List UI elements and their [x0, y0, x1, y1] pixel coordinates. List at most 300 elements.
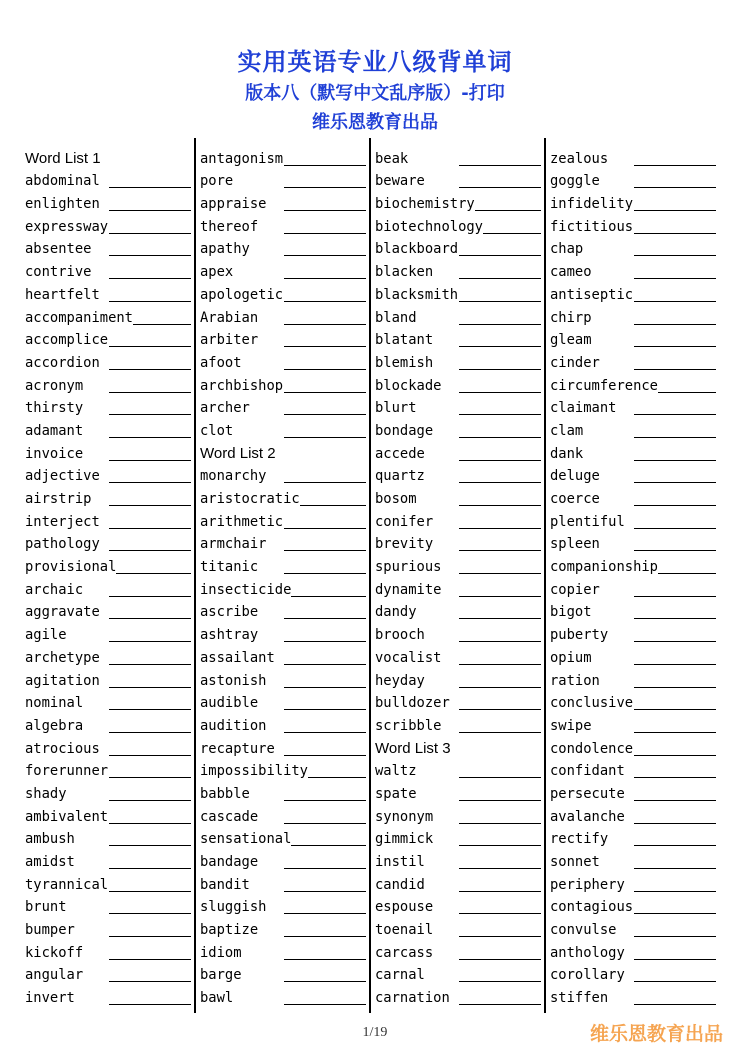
- answer-blank-line: [459, 935, 541, 937]
- vocab-word: armchair: [200, 536, 267, 553]
- word-row: [25, 555, 193, 578]
- word-row: [200, 964, 368, 987]
- answer-blank-line: [284, 890, 366, 892]
- answer-blank-line: [459, 980, 541, 982]
- answer-blank-line: [459, 345, 541, 347]
- word-row: [25, 986, 193, 1009]
- word-row: [550, 442, 718, 465]
- word-row: [550, 578, 718, 601]
- vocab-word: arithmetic: [200, 513, 284, 530]
- answer-blank-line: [459, 595, 541, 597]
- vocab-word: apologetic: [200, 286, 284, 303]
- word-row: [375, 465, 543, 488]
- word-row: [375, 850, 543, 873]
- answer-blank-line: [459, 958, 541, 960]
- vocab-word: airstrip: [25, 491, 92, 507]
- answer-blank-line: [634, 209, 716, 211]
- vocab-word: nominal: [25, 695, 84, 712]
- word-row: [375, 896, 543, 919]
- vocab-word: gleam: [550, 332, 592, 349]
- word-row: [200, 329, 368, 352]
- word-row: [375, 260, 543, 283]
- vocab-word: accomplice: [25, 332, 109, 349]
- answer-blank-line: [634, 186, 716, 188]
- watermark-logo: 维乐恩教育出品: [590, 1023, 724, 1045]
- word-row: [550, 260, 718, 283]
- word-row: [375, 192, 543, 215]
- answer-blank-line: [459, 504, 541, 506]
- answer-blank-line: [109, 391, 191, 393]
- vocab-word: acronym: [25, 377, 84, 394]
- vocab-word: titanic: [200, 559, 259, 576]
- answer-blank-line: [459, 323, 541, 325]
- word-row: [375, 533, 543, 556]
- answer-blank-line: [634, 754, 716, 756]
- vocab-word: vocalist: [375, 649, 442, 666]
- word-row: [375, 306, 543, 329]
- answer-blank-line: [634, 686, 716, 688]
- answer-blank-line: [109, 549, 191, 551]
- vocab-word: cameo: [550, 264, 592, 281]
- vocab-word: chap: [550, 241, 584, 258]
- word-column-1: [22, 138, 197, 1013]
- vocab-word: goggle: [550, 173, 600, 190]
- word-row: [200, 170, 368, 193]
- answer-blank-line: [109, 912, 191, 914]
- answer-blank-line: [459, 254, 541, 256]
- answer-blank-line: [634, 323, 716, 325]
- answer-blank-line: [109, 980, 191, 982]
- word-row: [200, 692, 368, 715]
- answer-blank-line: [459, 481, 541, 483]
- word-row: [375, 760, 543, 783]
- vocab-word: invoice: [25, 445, 84, 462]
- answer-blank-line: [459, 527, 541, 529]
- word-row: [200, 510, 368, 533]
- word-row: [25, 192, 193, 215]
- word-row: [200, 896, 368, 919]
- answer-blank-line: [109, 481, 191, 483]
- word-row: [200, 805, 368, 828]
- vocab-word: pore: [200, 173, 234, 190]
- word-row: [25, 533, 193, 556]
- vocab-word: chirp: [550, 309, 592, 326]
- answer-blank-line: [634, 663, 716, 665]
- answer-blank-line: [634, 481, 716, 483]
- vocab-word: arbiter: [200, 332, 259, 349]
- word-row: [200, 601, 368, 624]
- word-list-heading: Word List 2: [200, 444, 276, 462]
- word-row: [200, 782, 368, 805]
- vocab-word: stiffen: [550, 990, 609, 1007]
- answer-blank-line: [459, 731, 541, 733]
- answer-blank-line: [109, 686, 191, 688]
- answer-blank-line: [634, 867, 716, 869]
- vocab-word: forerunner: [25, 763, 109, 780]
- answer-blank-line: [109, 368, 191, 370]
- word-row: [200, 873, 368, 896]
- answer-blank-line: [634, 640, 716, 642]
- answer-blank-line: [109, 640, 191, 642]
- vocab-word: pathology: [25, 536, 100, 553]
- word-row: [375, 986, 543, 1009]
- page-subtitle: 版本八（默写中文乱序版）-打印: [245, 83, 505, 104]
- answer-blank-line: [634, 980, 716, 982]
- word-row: [25, 283, 193, 306]
- vocab-word: spleen: [550, 536, 600, 553]
- answer-blank-line: [459, 549, 541, 551]
- word-row: [200, 623, 368, 646]
- answer-blank-line: [284, 617, 366, 619]
- answer-blank-line: [109, 799, 191, 801]
- answer-blank-line: [284, 527, 366, 529]
- vocab-word: avalanche: [550, 808, 625, 825]
- word-row: [375, 578, 543, 601]
- answer-blank-line: [284, 323, 366, 325]
- vocab-word: espouse: [375, 899, 434, 916]
- vocab-word: antagonism: [200, 150, 284, 167]
- vocab-word: carcass: [375, 944, 434, 961]
- word-row: [550, 601, 718, 624]
- vocab-word: corollary: [550, 967, 625, 984]
- word-row: [550, 669, 718, 692]
- answer-blank-line: [109, 958, 191, 960]
- vocab-word: thereof: [200, 218, 259, 235]
- word-row: [550, 510, 718, 533]
- answer-blank-line: [284, 663, 366, 665]
- word-row: [200, 351, 368, 374]
- word-row: [550, 782, 718, 805]
- vocab-word: dank: [550, 445, 584, 462]
- word-row: [200, 555, 368, 578]
- answer-blank-line: [284, 232, 366, 234]
- vocab-word: anthology: [550, 944, 625, 961]
- answer-blank-line: [109, 254, 191, 256]
- word-row: [375, 170, 543, 193]
- word-row: [550, 555, 718, 578]
- vocab-word: gimmick: [375, 831, 434, 848]
- word-row: [375, 873, 543, 896]
- vocab-word: puberty: [550, 627, 609, 644]
- word-row: [25, 465, 193, 488]
- answer-blank-line: [634, 958, 716, 960]
- vocab-word: confidant: [550, 763, 625, 780]
- word-list-heading: Word List 1: [25, 149, 101, 167]
- vocab-word: baptize: [200, 922, 259, 939]
- answer-blank-line: [459, 391, 541, 393]
- word-row: [550, 941, 718, 964]
- answer-blank-line: [634, 822, 716, 824]
- answer-blank-line: [634, 527, 716, 529]
- answer-blank-line: [109, 209, 191, 211]
- answer-blank-line: [284, 413, 366, 415]
- vocab-word: impossibility: [200, 763, 308, 780]
- vocab-word: blacken: [375, 264, 434, 281]
- answer-blank-line: [284, 300, 366, 302]
- answer-blank-line: [109, 731, 191, 733]
- answer-blank-line: [459, 277, 541, 279]
- answer-blank-line: [284, 912, 366, 914]
- vocab-word: babble: [200, 785, 250, 802]
- answer-blank-line: [634, 844, 716, 846]
- answer-blank-line: [634, 776, 716, 778]
- word-row: [375, 238, 543, 261]
- word-row: [550, 351, 718, 374]
- word-row: [375, 147, 543, 170]
- vocab-word: appraise: [200, 196, 267, 213]
- word-row: [200, 578, 368, 601]
- answer-blank-line: [109, 754, 191, 756]
- word-row: [200, 147, 368, 170]
- word-row: [25, 714, 193, 737]
- word-row: [375, 782, 543, 805]
- answer-blank-line: [459, 368, 541, 370]
- answer-blank-line: [109, 844, 191, 846]
- word-row: [550, 623, 718, 646]
- vocab-word: barge: [200, 967, 242, 984]
- vocab-word: archaic: [25, 581, 84, 598]
- vocab-word: agile: [25, 627, 67, 644]
- vocab-word: dynamite: [375, 581, 442, 598]
- vocab-word: condolence: [550, 740, 634, 757]
- answer-blank-line: [284, 572, 366, 574]
- answer-blank-line: [284, 867, 366, 869]
- answer-blank-line: [284, 254, 366, 256]
- word-row: [550, 828, 718, 851]
- answer-blank-line: [459, 640, 541, 642]
- word-row: [375, 601, 543, 624]
- answer-blank-line: [284, 935, 366, 937]
- vocab-word: apex: [200, 264, 234, 281]
- word-row: [200, 419, 368, 442]
- answer-blank-line: [459, 459, 541, 461]
- vocab-word: dandy: [375, 604, 417, 621]
- vocab-word: heyday: [375, 672, 425, 689]
- word-row: [25, 782, 193, 805]
- word-row: [25, 487, 193, 510]
- vocab-word: enlighten: [25, 196, 100, 213]
- word-row: [550, 329, 718, 352]
- answer-blank-line: [109, 572, 191, 574]
- word-row: [200, 215, 368, 238]
- vocab-word: angular: [25, 967, 84, 984]
- answer-blank-line: [459, 799, 541, 801]
- publisher-name: 维乐恩教育出品: [312, 112, 438, 133]
- vocab-word: thirsty: [25, 400, 84, 417]
- word-row: [375, 374, 543, 397]
- word-row: [200, 669, 368, 692]
- answer-blank-line: [459, 912, 541, 914]
- word-row: [550, 533, 718, 556]
- answer-blank-line: [634, 595, 716, 597]
- word-row: [25, 329, 193, 352]
- word-row: [25, 873, 193, 896]
- vocab-word: bulldozer: [375, 695, 450, 712]
- word-row: [550, 215, 718, 238]
- vocab-word: claimant: [550, 400, 617, 417]
- answer-blank-line: [634, 1003, 716, 1005]
- vocab-word: astonish: [200, 672, 267, 689]
- vocab-word: provisional: [25, 559, 117, 576]
- word-list-heading: Word List 3: [375, 739, 451, 757]
- word-column-3: [372, 138, 547, 1013]
- word-row: [375, 669, 543, 692]
- answer-blank-line: [459, 890, 541, 892]
- word-row: [375, 941, 543, 964]
- word-row: [550, 419, 718, 442]
- vocab-word: scribble: [375, 717, 442, 734]
- word-row: [25, 510, 193, 533]
- vocab-word: blackboard: [375, 241, 459, 258]
- word-row: [550, 306, 718, 329]
- answer-blank-line: [634, 549, 716, 551]
- vocab-word: adjective: [25, 468, 100, 485]
- word-row: [25, 760, 193, 783]
- answer-blank-line: [284, 368, 366, 370]
- word-row: [550, 192, 718, 215]
- vocab-word: deluge: [550, 468, 600, 485]
- vocab-word: persecute: [550, 785, 625, 802]
- word-row: [375, 329, 543, 352]
- vocab-word: insecticide: [200, 581, 292, 598]
- answer-blank-line: [109, 867, 191, 869]
- answer-blank-line: [634, 300, 716, 302]
- word-row: [200, 306, 368, 329]
- word-list-heading-row: [375, 737, 543, 760]
- answer-blank-line: [284, 958, 366, 960]
- vocab-word: monarchy: [200, 468, 267, 485]
- word-row: [25, 964, 193, 987]
- word-row: [375, 283, 543, 306]
- word-row: [25, 306, 193, 329]
- vocab-word: apathy: [200, 241, 250, 258]
- answer-blank-line: [284, 186, 366, 188]
- vocab-word: circumference: [550, 377, 658, 394]
- word-row: [375, 487, 543, 510]
- answer-blank-line: [459, 436, 541, 438]
- word-row: [200, 828, 368, 851]
- answer-blank-line: [459, 663, 541, 665]
- vocab-word: clot: [200, 422, 234, 439]
- word-row: [550, 147, 718, 170]
- word-row: [25, 578, 193, 601]
- vocab-word: brooch: [375, 627, 425, 644]
- word-row: [550, 487, 718, 510]
- answer-blank-line: [634, 345, 716, 347]
- answer-blank-line: [109, 436, 191, 438]
- vocab-word: expressway: [25, 218, 109, 235]
- answer-blank-line: [284, 844, 366, 846]
- word-row: [25, 737, 193, 760]
- vocab-word: candid: [375, 876, 425, 893]
- page-number: 1/19: [362, 1025, 388, 1040]
- answer-blank-line: [284, 708, 366, 710]
- answer-blank-line: [109, 822, 191, 824]
- word-row: [25, 238, 193, 261]
- vocab-word: bawl: [200, 990, 234, 1007]
- vocab-word: bland: [375, 309, 417, 326]
- word-row: [550, 737, 718, 760]
- answer-blank-line: [284, 1003, 366, 1005]
- answer-blank-line: [284, 481, 366, 483]
- word-row: [25, 896, 193, 919]
- word-row: [375, 623, 543, 646]
- word-row: [375, 805, 543, 828]
- answer-blank-line: [634, 368, 716, 370]
- vocab-word: blockade: [375, 377, 442, 394]
- vocab-word: blemish: [375, 354, 434, 371]
- answer-blank-line: [459, 686, 541, 688]
- vocab-word: biochemistry: [375, 196, 475, 213]
- vocab-word: abdominal: [25, 173, 100, 190]
- answer-blank-line: [459, 822, 541, 824]
- answer-blank-line: [634, 617, 716, 619]
- answer-blank-line: [284, 164, 366, 166]
- vocab-word: accede: [375, 445, 425, 462]
- answer-blank-line: [284, 799, 366, 801]
- word-row: [200, 192, 368, 215]
- vocab-word: periphery: [550, 876, 625, 893]
- word-row: [200, 487, 368, 510]
- word-row: [200, 941, 368, 964]
- word-row: [550, 692, 718, 715]
- vocab-word: archer: [200, 400, 250, 417]
- vocab-word: atrocious: [25, 740, 100, 757]
- vocab-word: tyrannical: [25, 876, 109, 893]
- answer-blank-line: [109, 277, 191, 279]
- word-row: [25, 215, 193, 238]
- vocab-word: contagious: [550, 899, 634, 916]
- word-row: [25, 397, 193, 420]
- word-row: [550, 986, 718, 1009]
- word-row: [25, 170, 193, 193]
- word-row: [550, 896, 718, 919]
- answer-blank-line: [634, 708, 716, 710]
- vocab-word: idiom: [200, 944, 242, 961]
- word-row: [25, 442, 193, 465]
- answer-blank-line: [634, 731, 716, 733]
- vocab-word: beware: [375, 173, 425, 190]
- answer-blank-line: [284, 980, 366, 982]
- word-row: [200, 260, 368, 283]
- vocab-word: fictitious: [550, 218, 634, 235]
- vocab-word: conifer: [375, 513, 434, 530]
- answer-blank-line: [459, 572, 541, 574]
- word-row: [25, 918, 193, 941]
- word-row: [375, 714, 543, 737]
- answer-blank-line: [109, 776, 191, 778]
- answer-blank-line: [109, 890, 191, 892]
- word-row: [550, 238, 718, 261]
- vocab-word: synonym: [375, 808, 434, 825]
- vocab-word: clam: [550, 422, 584, 439]
- answer-blank-line: [109, 300, 191, 302]
- vocab-word: antiseptic: [550, 286, 634, 303]
- answer-blank-line: [634, 799, 716, 801]
- word-row: [200, 283, 368, 306]
- answer-blank-line: [109, 459, 191, 461]
- vocab-word: brunt: [25, 899, 67, 916]
- vocab-word: spate: [375, 785, 417, 802]
- word-row: [550, 964, 718, 987]
- answer-blank-line: [109, 663, 191, 665]
- vocab-word: accompaniment: [25, 309, 133, 326]
- word-row: [200, 465, 368, 488]
- vocab-word: bumper: [25, 922, 75, 939]
- word-row: [25, 623, 193, 646]
- word-row: [200, 850, 368, 873]
- word-row: [200, 918, 368, 941]
